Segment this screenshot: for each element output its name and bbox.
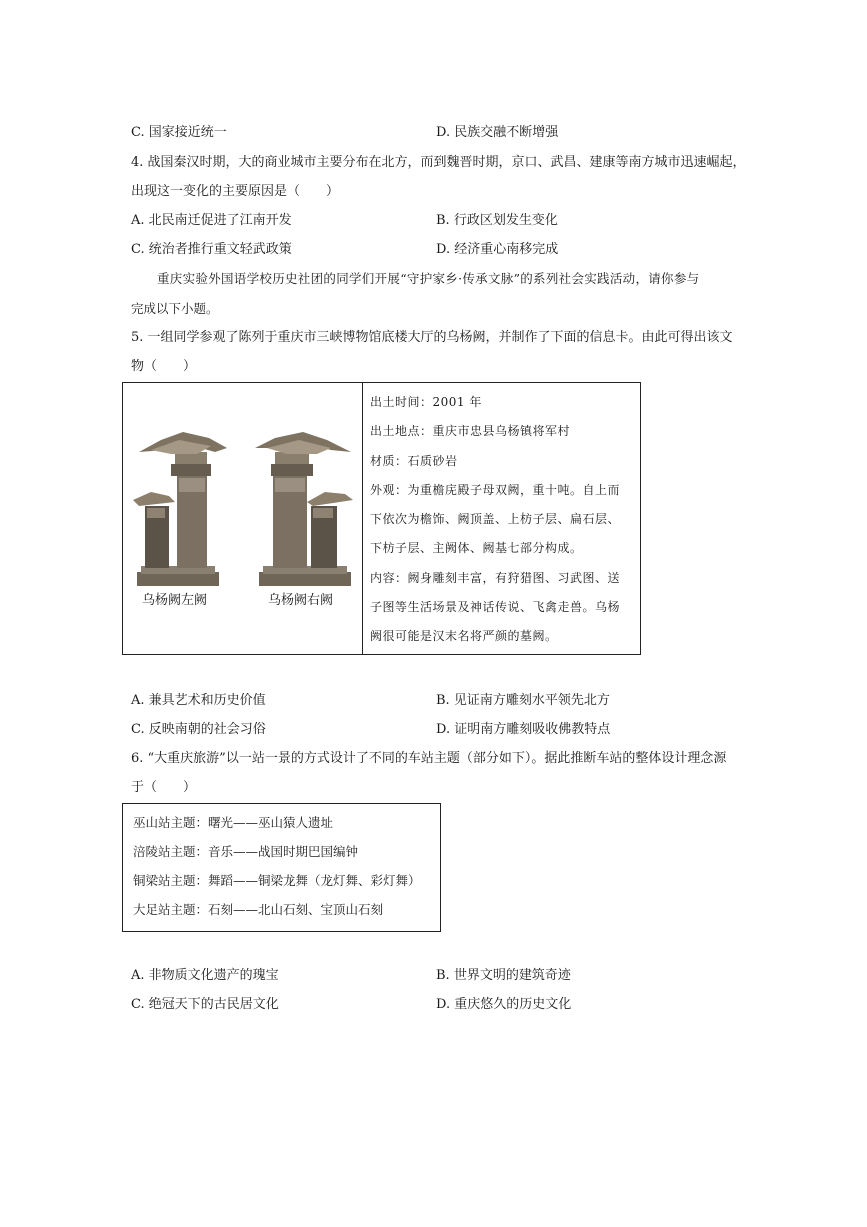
intro-line1: 重庆实验外国语学校历史社团的同学们开展“守护家乡·传承文脉”的系列社会实践活动，请你参与: [157, 271, 700, 286]
card-info: [370, 393, 638, 657]
info-line: 出土时间：2001 年: [370, 395, 482, 409]
info-line: 材质：石质砂岩: [370, 453, 458, 468]
info-line: 出土地点：重庆市忠县乌杨镇将军村: [370, 424, 571, 439]
q5-option-c: C. 反映南朝的社会习俗: [131, 722, 266, 737]
q5-option-a: A. 兼具艺术和历史价值: [131, 693, 266, 708]
q4-stem-line1: 4. 战国秦汉时期，大的商业城市主要分布在北方，而到魏晋时期，京口、武昌、建康等南方城市迅速崛起，: [131, 155, 746, 170]
q5-option-b: B. 见证南方雕刻水平领先北方: [436, 693, 610, 708]
q6-option-a: A. 非物质文化遗产的瑰宝: [131, 968, 279, 983]
q3-option-d: D. 民族交融不断增强: [436, 125, 559, 140]
q4-stem-line2: 出现这一变化的主要原因是（ ）: [131, 184, 340, 199]
station-theme-line: 巫山站主题：曙光——巫山猿人遗址: [133, 815, 334, 830]
q4-option-d: D. 经济重心南移完成: [436, 242, 559, 257]
q6-option-b: B. 世界文明的建筑奇迹: [436, 968, 571, 983]
q4-option-a: A. 北民南迁促进了江南开发: [131, 213, 292, 228]
q6-option-c: C. 绝冠天下的古民居文化: [131, 997, 279, 1012]
q5-option-d: D. 证明南方雕刻吸收佛教特点: [436, 722, 611, 737]
card-divider: [362, 383, 363, 654]
q6-stem-line2: 于（ ）: [131, 780, 197, 795]
q4-option-b: B. 行政区划发生变化: [436, 213, 558, 228]
q6-stem-line1: 6. “大重庆旅游”以一站一景的方式设计了不同的车站主题（部分如下）。据此推断车站的整体设计理念源: [131, 751, 727, 766]
left-que-caption: 乌杨阙左阙: [142, 593, 208, 608]
q5-stem-line1: 5. 一组同学参观了陈列于重庆市三峡博物馆底楼大厅的乌杨阙，并制作了下面的信息卡。由此可得出该文: [131, 330, 733, 345]
info-line: 外观：为重檐庑殿子母双阙，重十吨。自上而: [370, 482, 621, 497]
station-theme-line: 大足站主题：石刻——北山石刻、宝顶山石刻: [133, 902, 384, 917]
intro-line2: 完成以下小题。: [131, 301, 219, 316]
info-line: 下枋子层、主阙体、阙基七部分构成。: [370, 541, 583, 556]
q4-option-c: C. 统治者推行重文轻武政策: [131, 242, 292, 257]
info-line: 阙很可能是汉末名将严颜的墓阙。: [370, 629, 558, 644]
q6-option-d: D. 重庆悠久的历史文化: [436, 997, 572, 1012]
q3-option-c: C. 国家接近统一: [131, 125, 227, 140]
info-line: 下依次为檐饰、阙顶盖、上枋子层、扁石层、: [370, 512, 621, 527]
info-line: 内容：阙身雕刻丰富，有狩猎图、习武图、送: [370, 570, 621, 585]
wuyang-left-que-image: [131, 428, 231, 588]
info-card: [122, 382, 641, 655]
station-theme-line: 铜梁站主题：舞蹈——铜梁龙舞（龙灯舞、彩灯舞）: [133, 873, 421, 888]
q5-stem-line2: 物（ ）: [131, 359, 197, 374]
station-theme-box: [122, 803, 441, 932]
station-theme-line: 涪陵站主题：音乐——战国时期巴国编钟: [133, 844, 359, 859]
wuyang-right-que-image: [253, 428, 357, 588]
info-line: 子图等生活场景及神话传说、飞禽走兽。乌杨: [370, 600, 621, 615]
right-que-caption: 乌杨阙右阙: [268, 593, 334, 608]
